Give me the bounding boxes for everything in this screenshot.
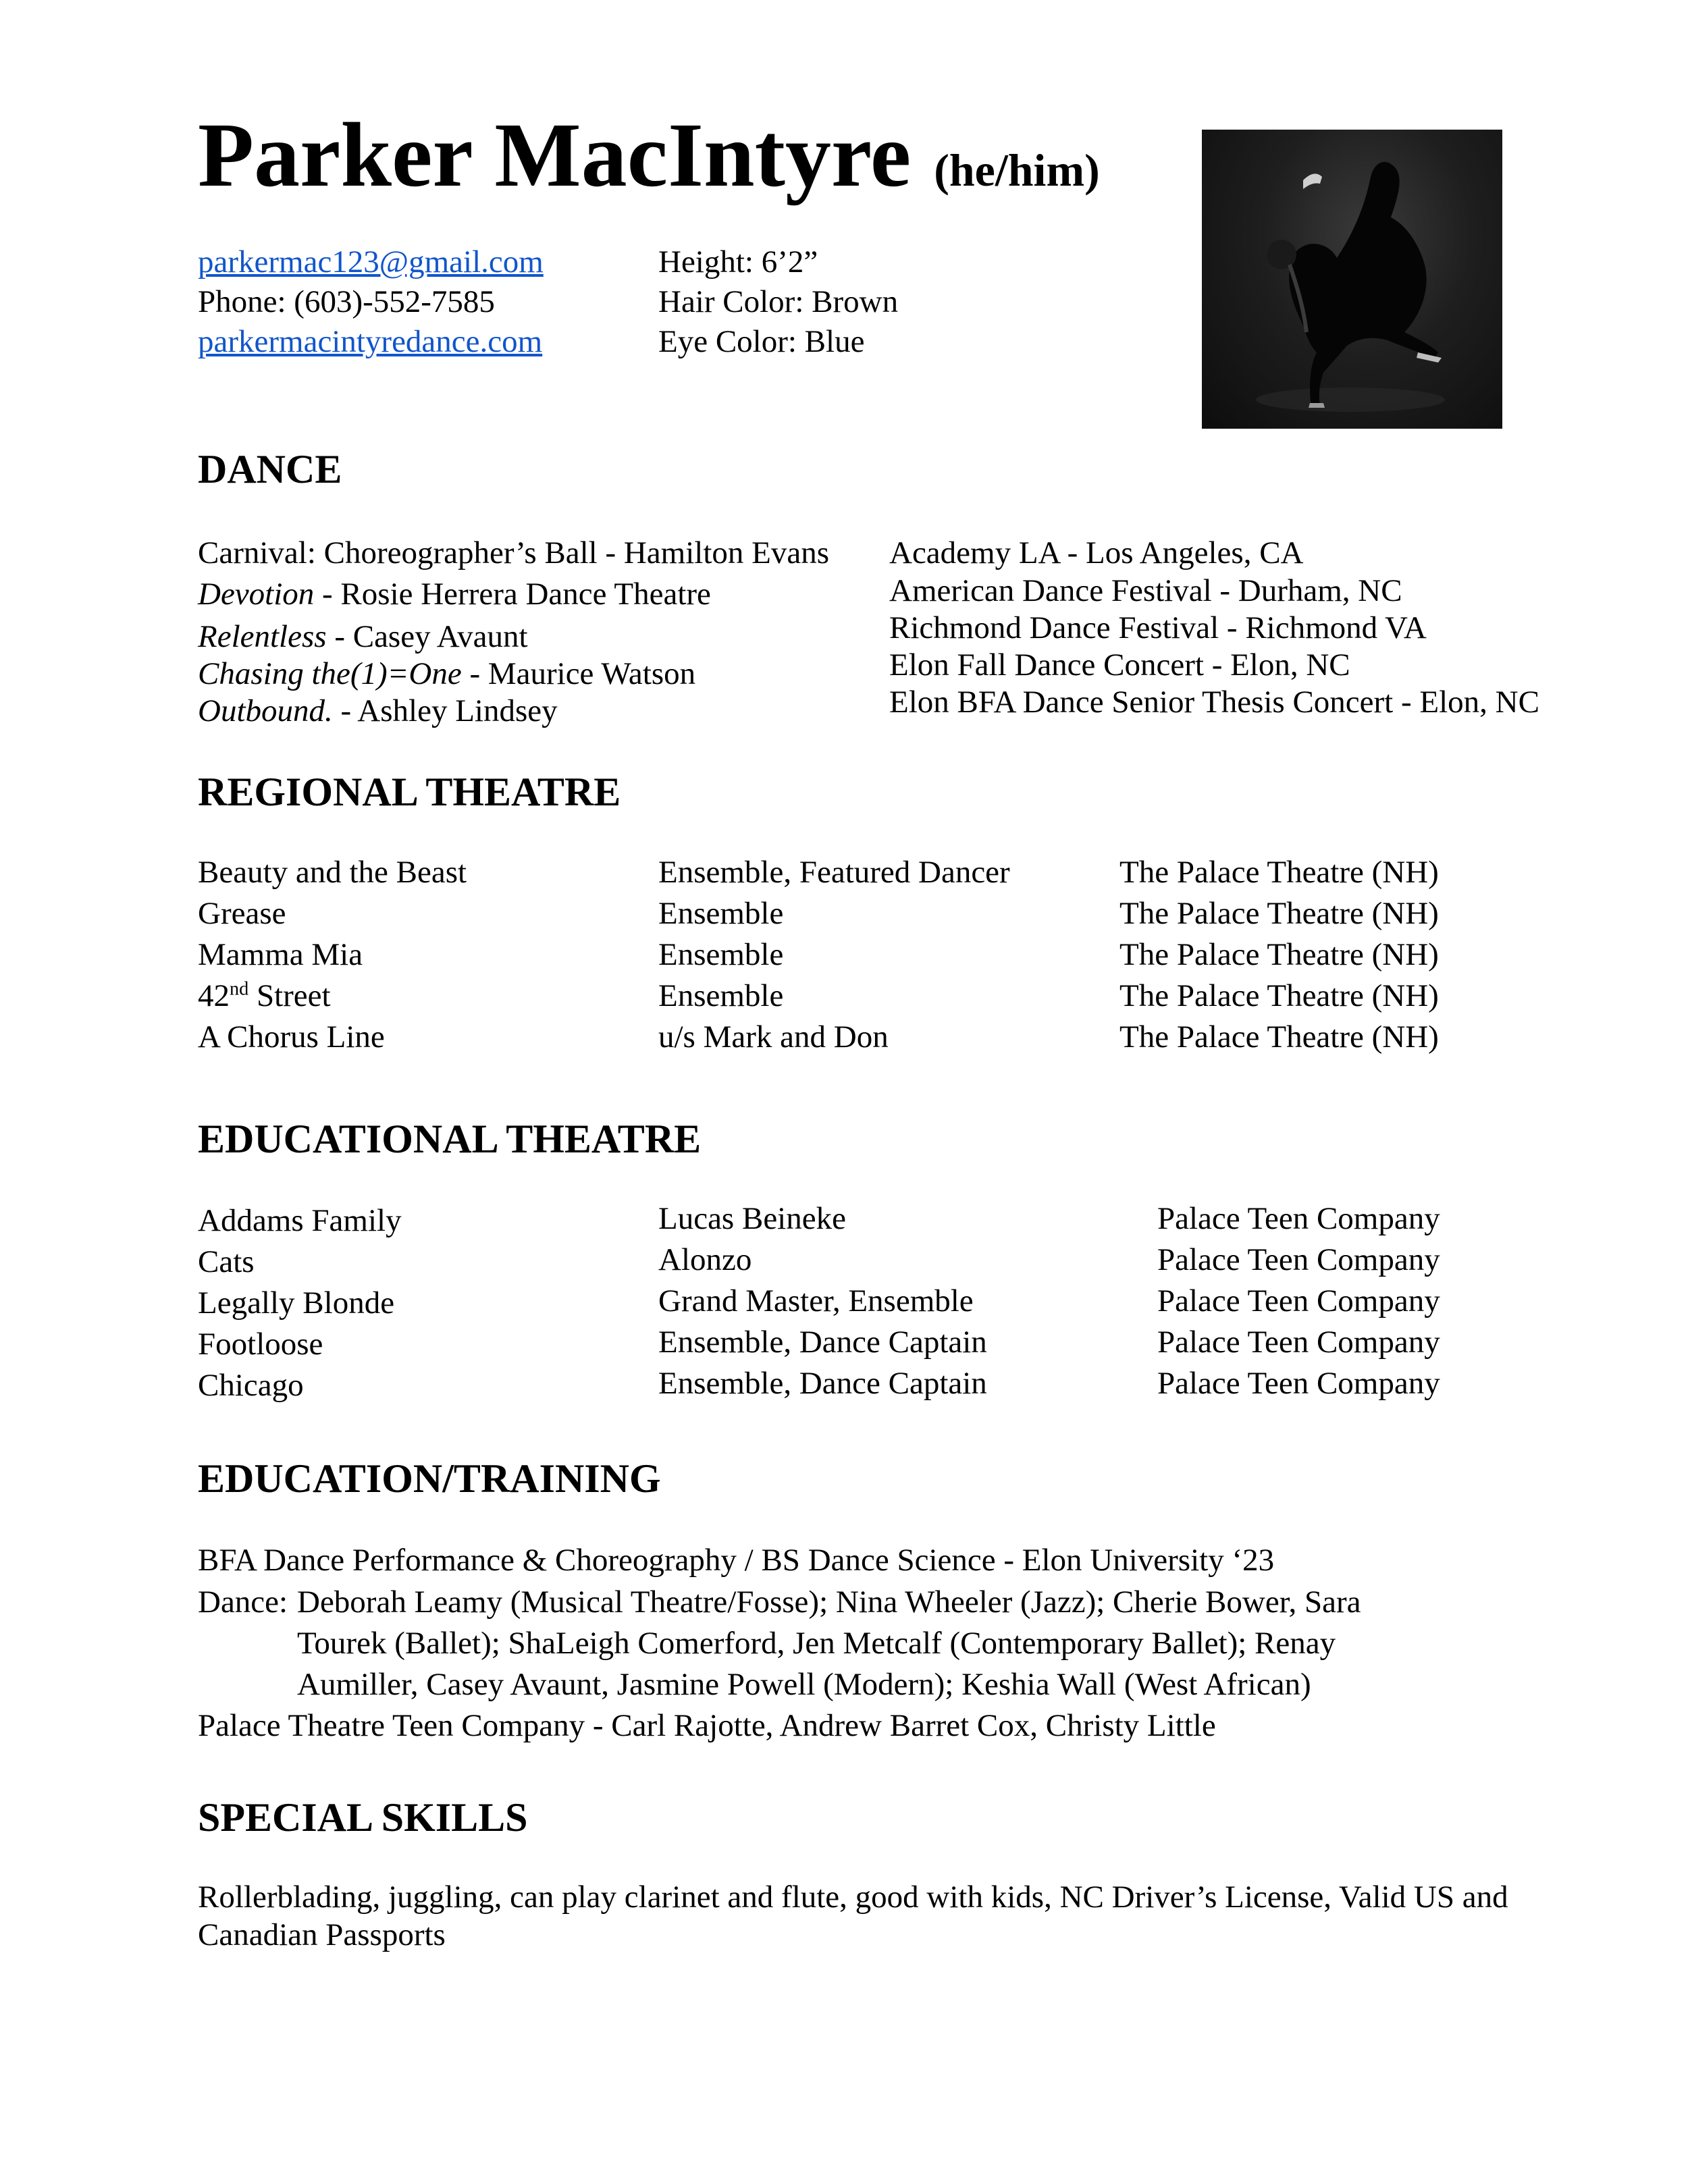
educational-role: Lucas Beineke	[658, 1201, 846, 1236]
pronouns: (he/him)	[934, 144, 1100, 196]
regional-venue: The Palace Theatre (NH)	[1119, 937, 1439, 972]
regional-role: Ensemble	[658, 896, 784, 931]
educational-role: Grand Master, Ensemble	[658, 1283, 974, 1319]
dance-venue: Academy LA - Los Angeles, CA	[889, 535, 1304, 570]
dance-choreographer: - Maurice Watson	[461, 656, 696, 691]
regional-role: u/s Mark and Don	[658, 1019, 889, 1055]
dance-credit	[198, 616, 528, 657]
dance-title: Relentless	[198, 619, 327, 654]
section-heading-special-skills: SPECIAL SKILLS	[198, 1795, 528, 1840]
educational-venue: Palace Teen Company	[1157, 1201, 1440, 1236]
educational-venue: Palace Teen Company	[1157, 1242, 1440, 1277]
section-heading-educational-theatre: EDUCATIONAL THEATRE	[198, 1117, 702, 1161]
special-skills-text: Rollerblading, juggling, can play clarinet and flute, good with kids, NC Driver’s License, Valid US and	[198, 1880, 1508, 1915]
show-name: Street	[248, 978, 331, 1013]
special-skills-text: Canadian Passports	[198, 1917, 446, 1952]
regional-venue: The Palace Theatre (NH)	[1119, 896, 1439, 931]
educational-venue: Palace Teen Company	[1157, 1325, 1440, 1360]
dance-venue: Elon BFA Dance Senior Thesis Concert - Elon, NC	[889, 685, 1539, 720]
educational-role: Ensemble, Dance Captain	[658, 1325, 987, 1360]
dance-title: Devotion	[198, 577, 315, 612]
educational-show: Legally Blonde	[198, 1285, 395, 1321]
regional-role: Ensemble	[658, 978, 784, 1013]
educational-show: Cats	[198, 1244, 255, 1279]
dance-venue: Richmond Dance Festival - Richmond VA	[889, 610, 1427, 645]
dance-credit	[198, 574, 711, 614]
dance-credit	[198, 533, 829, 573]
dance-choreographer: - Rosie Herrera Dance Theatre	[314, 577, 711, 612]
name: Parker MacIntyre	[198, 105, 912, 206]
dance-choreographer: - Ashley Lindsey	[332, 693, 558, 728]
dance-training-line: Tourek (Ballet); ShaLeigh Comerford, Jen Metcalf (Contemporary Ballet); Renay	[297, 1626, 1336, 1661]
dance-training-line: Deborah Leamy (Musical Theatre/Fosse); Nina Wheeler (Jazz); Cherie Bower, Sara	[297, 1584, 1361, 1620]
regional-venue: The Palace Theatre (NH)	[1119, 978, 1439, 1013]
show-number: 42	[198, 978, 230, 1013]
section-heading-dance: DANCE	[198, 447, 342, 491]
dance-venue: American Dance Festival - Durham, NC	[889, 573, 1402, 608]
dance-title: Chasing the(1)=One	[198, 656, 462, 691]
regional-show	[198, 976, 331, 1016]
educational-role: Alonzo	[658, 1242, 752, 1277]
educational-show: Addams Family	[198, 1203, 402, 1238]
section-heading-education-training: EDUCATION/TRAINING	[198, 1456, 661, 1501]
regional-venue: The Palace Theatre (NH)	[1119, 855, 1439, 890]
section-heading-regional-theatre: REGIONAL THEATRE	[198, 770, 621, 814]
regional-show: Grease	[198, 896, 286, 931]
eye-color: Eye Color: Blue	[658, 324, 865, 359]
teen-company-training: Palace Theatre Teen Company - Carl Rajotte, Andrew Barret Cox, Christy Little	[198, 1708, 1216, 1743]
regional-show: A Chorus Line	[198, 1019, 385, 1055]
dance-title: Carnival: Choreographer’s Ball	[198, 535, 598, 570]
dance-training-label: Dance:	[198, 1584, 288, 1620]
degree: BFA Dance Performance & Choreography / BS Dance Science - Elon University ‘23	[198, 1543, 1275, 1578]
educational-show: Chicago	[198, 1368, 304, 1403]
regional-show: Mamma Mia	[198, 937, 363, 972]
regional-role: Ensemble	[658, 937, 784, 972]
phone: Phone: (603)-552-7585	[198, 284, 495, 319]
name-heading	[198, 101, 1100, 224]
dance-venue: Elon Fall Dance Concert - Elon, NC	[889, 647, 1350, 683]
educational-venue: Palace Teen Company	[1157, 1283, 1440, 1319]
height: Height: 6’2”	[658, 244, 818, 279]
dance-credit	[198, 654, 695, 694]
dancer-silhouette	[1202, 130, 1502, 429]
email-link[interactable]: parkermac123@gmail.com	[198, 244, 544, 279]
educational-role: Ensemble, Dance Captain	[658, 1366, 987, 1401]
dance-training-line: Aumiller, Casey Avaunt, Jasmine Powell (Modern); Keshia Wall (West African)	[297, 1667, 1311, 1702]
hair-color: Hair Color: Brown	[658, 284, 899, 319]
educational-venue: Palace Teen Company	[1157, 1366, 1440, 1401]
regional-venue: The Palace Theatre (NH)	[1119, 1019, 1439, 1055]
show-ordinal: nd	[230, 978, 249, 1000]
headshot-photo	[1202, 130, 1502, 429]
dance-choreographer: - Hamilton Evans	[597, 535, 830, 570]
regional-show: Beauty and the Beast	[198, 855, 467, 890]
dance-credit	[198, 691, 558, 731]
regional-role: Ensemble, Featured Dancer	[658, 855, 1010, 890]
dance-title: Outbound.	[198, 693, 333, 728]
website-link[interactable]: parkermacintyredance.com	[198, 324, 543, 359]
dance-choreographer: - Casey Avaunt	[326, 619, 528, 654]
educational-show: Footloose	[198, 1327, 323, 1362]
